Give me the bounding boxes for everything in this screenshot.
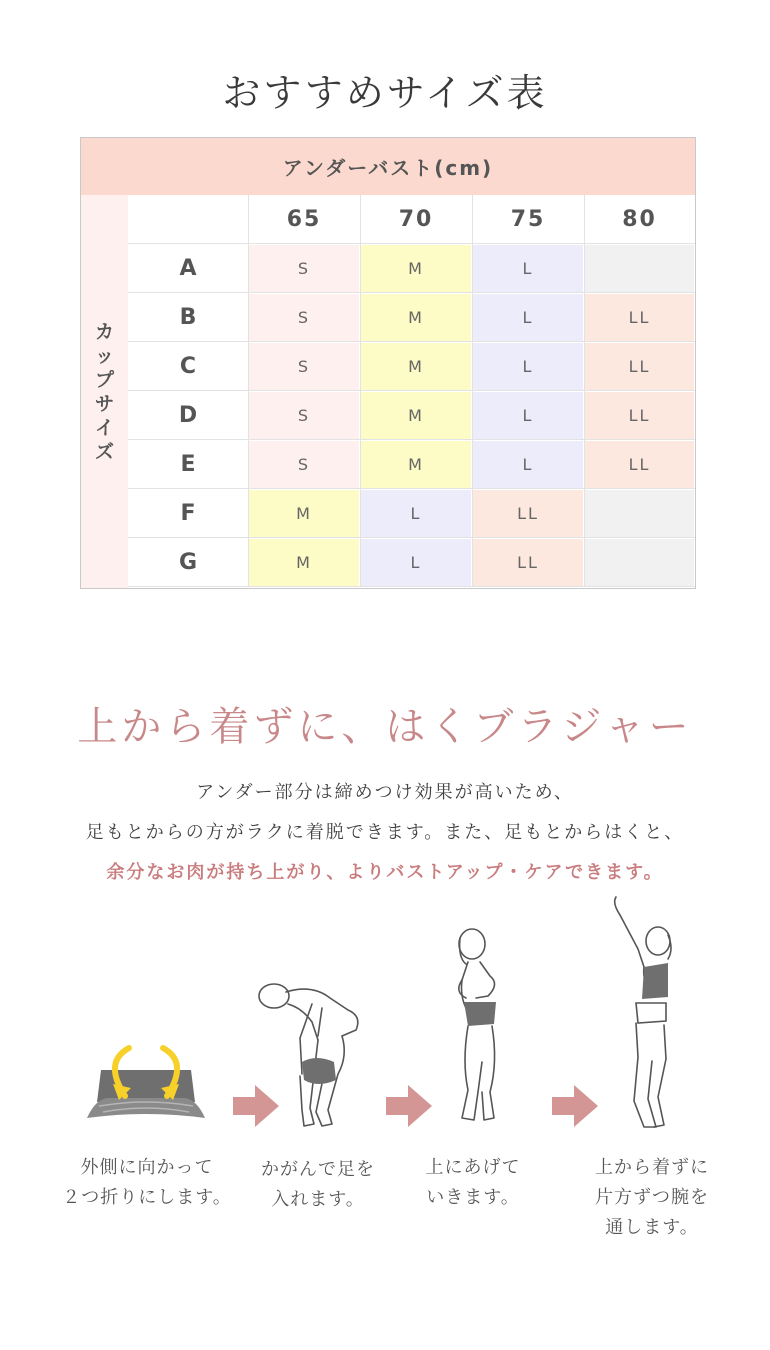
size-chart-title: おすすめサイズ表 xyxy=(222,71,548,115)
step1-caption xyxy=(52,1153,242,1213)
under-size-65: 65 xyxy=(286,207,322,232)
cup-label-char: ズ xyxy=(94,440,114,463)
grid-line xyxy=(128,341,695,342)
under-size-75: 75 xyxy=(510,207,546,232)
size-cell: LL xyxy=(585,441,694,488)
grid-line xyxy=(360,195,361,587)
size-table xyxy=(80,137,696,589)
description-line-1: アンダー部分は締めつけ効果が高いため、 xyxy=(196,782,574,803)
size-cell: LL xyxy=(585,392,694,439)
cup-label-char: ッ xyxy=(94,344,114,367)
howto-heading: 上から着ずに、はくブラジャー xyxy=(77,704,693,750)
step3-line-1: 上にあげて xyxy=(425,1157,521,1178)
step2-caption xyxy=(238,1155,398,1215)
size-cell: L xyxy=(361,490,471,537)
grid-line xyxy=(128,439,695,440)
size-cell: S xyxy=(249,343,359,390)
cup-label-char: カ xyxy=(94,320,114,343)
grid-line xyxy=(128,292,695,293)
under-bust-header: アンダーバスト(cm) xyxy=(81,138,695,195)
description-line-2: 足もとからの方がラクに着脱できます。また、足もとからはくと、 xyxy=(85,822,685,843)
size-cell: LL xyxy=(473,490,583,537)
grid-line xyxy=(472,195,473,587)
size-cell: S xyxy=(249,441,359,488)
grid-line xyxy=(128,243,695,244)
cup-row-B: B xyxy=(179,305,197,330)
arrow-right-icon xyxy=(233,1083,279,1129)
size-cell: L xyxy=(361,539,471,586)
grid-line xyxy=(128,586,695,587)
grid-line xyxy=(128,537,695,538)
step3-line-2: いきます。 xyxy=(426,1187,520,1208)
cup-row-C: C xyxy=(179,354,197,379)
size-cell: LL xyxy=(585,343,694,390)
step4-caption xyxy=(572,1153,732,1243)
step4-line-2: 片方ずつ腕を xyxy=(595,1187,709,1208)
size-cell: M xyxy=(361,343,471,390)
size-cell: S xyxy=(249,392,359,439)
arrow-right-icon xyxy=(552,1083,598,1129)
step4-line-3: 通します。 xyxy=(605,1217,699,1238)
size-cell xyxy=(585,490,694,537)
step1-line-1: 外側に向かって xyxy=(80,1157,214,1178)
grid-line xyxy=(128,390,695,391)
under-size-80: 80 xyxy=(622,207,657,232)
cup-row-A: A xyxy=(179,256,197,281)
size-cell: LL xyxy=(473,539,583,586)
size-cell: L xyxy=(473,441,583,488)
step4-line-1: 上から着ずに xyxy=(595,1157,709,1178)
cup-label-char: サ xyxy=(94,392,114,415)
description-highlight: 余分なお肉が持ち上がり、よりバストアップ・ケアできます。 xyxy=(106,862,664,883)
size-cell xyxy=(585,539,694,586)
grid-line xyxy=(128,488,695,489)
size-cell: M xyxy=(361,245,471,292)
fold-garment-icon xyxy=(85,1040,207,1125)
cup-row-F: F xyxy=(180,501,196,526)
size-cell: L xyxy=(473,392,583,439)
size-cell: L xyxy=(473,294,583,341)
cup-row-E: E xyxy=(180,452,196,477)
size-cell: L xyxy=(473,245,583,292)
step2-line-1: かがんで足を xyxy=(261,1159,375,1180)
cup-label-char: プ xyxy=(94,368,114,391)
arrow-right-icon xyxy=(386,1083,432,1129)
cup-label-char: イ xyxy=(94,416,114,439)
size-cell xyxy=(585,245,694,292)
grid-line xyxy=(248,195,249,587)
size-cell: S xyxy=(249,294,359,341)
cup-size-label xyxy=(81,195,128,588)
size-cell: M xyxy=(361,294,471,341)
size-cell: M xyxy=(361,441,471,488)
under-size-70: 70 xyxy=(398,207,434,232)
step1-line-2: ２つ折りにします。 xyxy=(62,1187,232,1208)
cup-row-G: G xyxy=(178,550,198,575)
step4-figure-icon xyxy=(608,893,688,1138)
grid-line xyxy=(584,195,585,587)
step2-line-2: 入れます。 xyxy=(271,1189,365,1210)
size-cell: LL xyxy=(585,294,694,341)
size-cell: S xyxy=(249,245,359,292)
cup-row-D: D xyxy=(178,403,198,428)
step3-caption xyxy=(398,1153,548,1213)
step3-figure-icon xyxy=(440,922,520,1132)
size-cell: M xyxy=(249,490,359,537)
size-cell: M xyxy=(361,392,471,439)
size-cell: L xyxy=(473,343,583,390)
size-cell: M xyxy=(249,539,359,586)
